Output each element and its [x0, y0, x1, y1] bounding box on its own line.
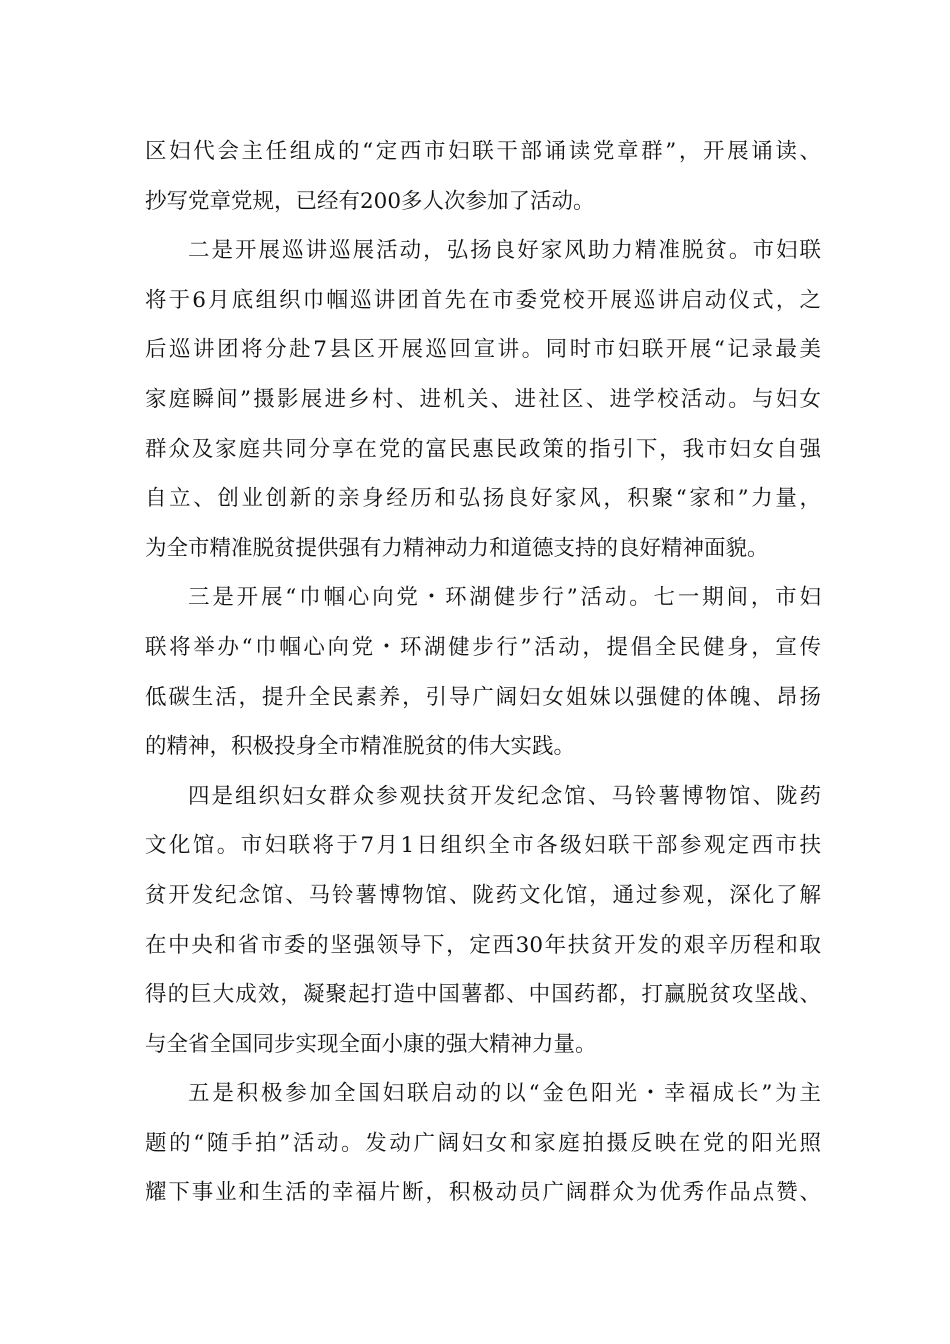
- text-line: 自立、创业创新的亲身经历和弘扬良好家风，积聚“家和”力量，: [145, 486, 821, 512]
- text-line: 五是积极参加全国妇联启动的以“金色阳光・幸福成长”为主: [188, 1081, 821, 1107]
- text-line: 群众及家庭共同分享在党的富民惠民政策的指引下，我市妇女自强: [145, 436, 821, 462]
- text-line: 为全市精准脱贫提供强有力精神动力和道德支持的良好精神面貌。: [145, 535, 769, 561]
- text-line: 后巡讲团将分赴7县区开展巡回宣讲。同时市妇联开展“记录最美: [145, 337, 821, 363]
- text-line: 贫开发纪念馆、马铃薯博物馆、陇药文化馆，通过参观，深化了解: [145, 882, 821, 908]
- text-line: 得的巨大成效，凝聚起打造中国薯都、中国药都，打赢脱贫攻坚战、: [145, 982, 821, 1008]
- text-line: 题的“随手拍”活动。发动广阔妇女和家庭拍摄反映在党的阳光照: [145, 1130, 821, 1156]
- text-line: 四是组织妇女群众参观扶贫开发纪念馆、马铃薯博物馆、陇药: [188, 783, 821, 809]
- text-line: 家庭瞬间”摄影展进乡村、进机关、进社区、进学校活动。与妇女: [145, 386, 821, 412]
- text-line: 耀下事业和生活的幸福片断，积极动员广阔群众为优秀作品点赞、: [145, 1180, 821, 1206]
- body-text: [145, 127, 821, 1218]
- text-line: 区妇代会主任组成的“定西市妇联干部诵读党章群”，开展诵读、: [145, 139, 821, 164]
- text-line: 联将举办“巾帼心向党・环湖健步行”活动，提倡全民健身，宣传: [145, 634, 821, 660]
- text-line: 三是开展“巾帼心向党・环湖健步行”活动。七一期间，市妇: [188, 585, 821, 611]
- text-line: 与全省全国同步实现全面小康的强大精神力量。: [145, 1031, 597, 1057]
- text-line: 将于6月底组织巾帼巡讲团首先在市委党校开展巡讲启动仪式，之: [145, 287, 821, 313]
- text-line: 二是开展巡讲巡展活动，弘扬良好家风助力精准脱贫。市妇联: [188, 238, 821, 264]
- text-line: 抄写党章党规，已经有200多人次参加了活动。: [145, 188, 595, 214]
- text-line: 在中央和省市委的坚强领导下，定西30年扶贫开发的艰辛历程和取: [145, 932, 821, 958]
- text-line: 文化馆。市妇联将于7月1日组织全市各级妇联干部参观定西市扶: [145, 833, 821, 859]
- text-line: 低碳生活，提升全民素养，引导广阔妇女姐妹以强健的体魄、昂扬: [145, 684, 821, 710]
- text-line: 的精神，积极投身全市精准脱贫的伟大实践。: [145, 734, 576, 760]
